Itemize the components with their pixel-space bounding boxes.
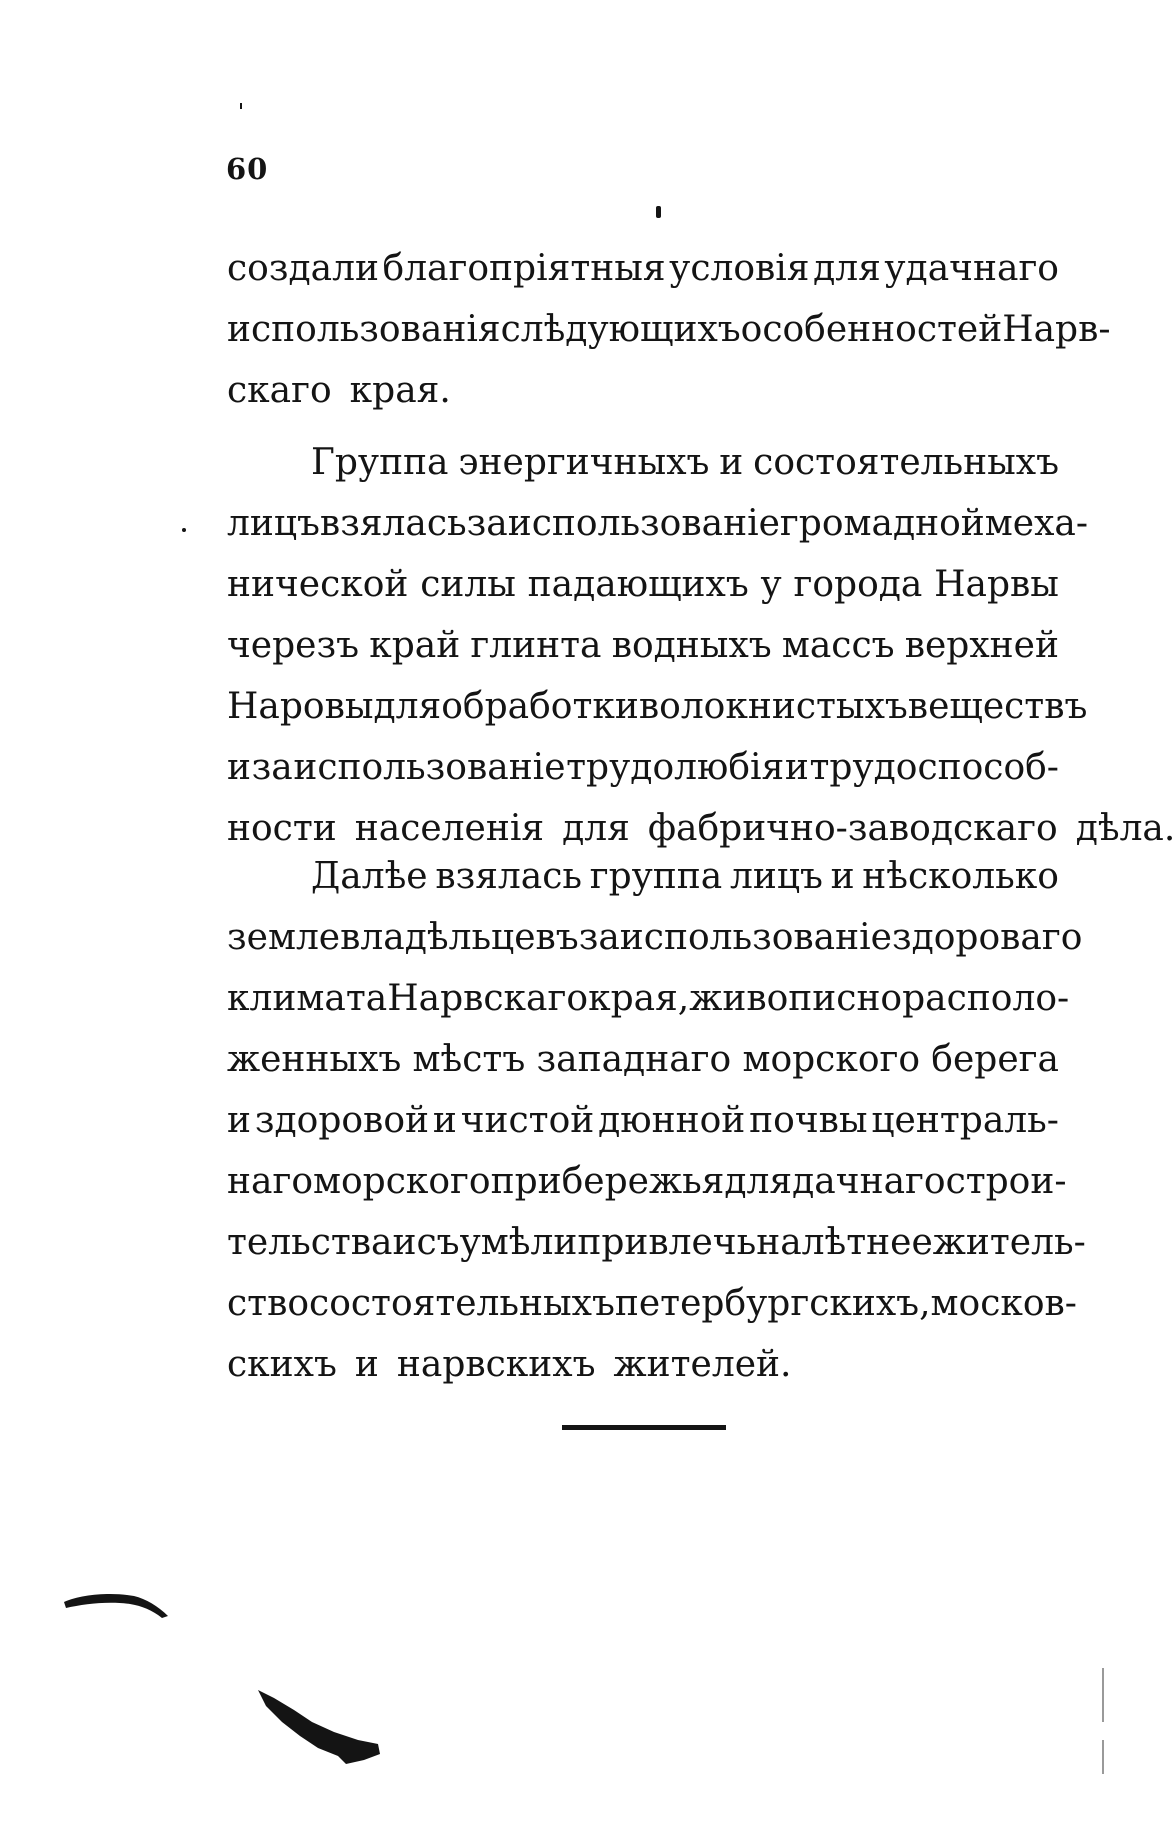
word: тельства xyxy=(227,1222,393,1263)
word: взялась xyxy=(319,503,467,544)
text-line xyxy=(227,493,1089,554)
word: Нарв- xyxy=(1002,309,1111,350)
text-line xyxy=(227,360,1059,421)
word: меха- xyxy=(984,503,1089,544)
word: лицъ xyxy=(227,503,320,544)
text-line xyxy=(227,907,1083,968)
ink-smudge xyxy=(62,1586,170,1620)
paragraph-3 xyxy=(227,846,1086,1395)
text-line xyxy=(227,737,1059,798)
word: нической xyxy=(227,564,409,605)
word: берега xyxy=(931,1039,1059,1080)
word: черезъ xyxy=(227,625,359,666)
word: и xyxy=(784,747,809,788)
text-line xyxy=(227,554,1059,615)
ink-speck xyxy=(182,528,186,532)
word: использованіе xyxy=(619,917,892,958)
text-line xyxy=(227,299,1111,360)
paragraph-1 xyxy=(227,238,1111,421)
word: удачнаго xyxy=(884,248,1059,289)
word: падающихъ xyxy=(527,564,749,605)
word: и xyxy=(432,1100,457,1141)
word: для xyxy=(724,1161,793,1202)
word: и xyxy=(719,442,744,483)
word: нѣсколько xyxy=(862,856,1059,897)
word: глинта xyxy=(470,625,602,666)
text-line xyxy=(227,1090,1059,1151)
word: состоятельныхъ xyxy=(309,1283,615,1324)
word: взялась xyxy=(435,856,583,897)
word: здоровой xyxy=(254,1100,429,1141)
word: использованія xyxy=(227,309,501,350)
word: землевладѣльцевъ xyxy=(227,917,579,958)
word: Наровы xyxy=(227,686,374,727)
word: города xyxy=(793,564,923,605)
word: и xyxy=(227,1100,251,1141)
word: морского xyxy=(742,1039,921,1080)
word: чистой xyxy=(460,1100,595,1141)
word: и xyxy=(392,1222,417,1263)
text-line xyxy=(227,1273,1077,1334)
text-line xyxy=(227,676,1088,737)
word: женныхъ xyxy=(227,1039,402,1080)
word: для xyxy=(813,248,881,289)
word: здороваго xyxy=(891,917,1083,958)
word: ности xyxy=(227,808,337,849)
word: москов- xyxy=(930,1283,1077,1324)
page-edge-mark xyxy=(1102,1740,1104,1774)
word: волокнистыхъ xyxy=(638,686,908,727)
word: водныхъ xyxy=(611,625,772,666)
word: лѣтнее xyxy=(801,1222,933,1263)
word: для xyxy=(562,808,630,849)
word: морского xyxy=(313,1161,491,1202)
ink-speck xyxy=(240,103,242,109)
word: края. xyxy=(349,370,451,411)
word: Далѣе xyxy=(311,856,428,897)
word: энергичныхъ xyxy=(458,442,710,483)
text-line xyxy=(227,1212,1086,1273)
text-line xyxy=(227,1334,1059,1395)
text-line xyxy=(227,615,1059,676)
word: за xyxy=(251,747,293,788)
paragraph-2 xyxy=(227,432,1175,859)
word: громадной xyxy=(779,503,985,544)
text-line xyxy=(227,432,1059,493)
word: силы xyxy=(420,564,516,605)
word: благопріятныя xyxy=(382,248,666,289)
word: житель- xyxy=(932,1222,1086,1263)
word: массъ xyxy=(781,625,895,666)
word: лицъ xyxy=(729,856,823,897)
page-number: 60 xyxy=(226,152,269,186)
word: группа xyxy=(589,856,723,897)
word: нарвскихъ xyxy=(396,1344,596,1385)
word: создали xyxy=(227,248,379,289)
word: у xyxy=(760,564,782,605)
word: Нарвы xyxy=(934,564,1059,605)
text-line xyxy=(227,238,1059,299)
word: за xyxy=(578,917,620,958)
word: использованіе xyxy=(293,747,566,788)
word: привлечь xyxy=(577,1222,757,1263)
word: климата xyxy=(227,978,388,1019)
word: состоятельныхъ xyxy=(753,442,1059,483)
text-line xyxy=(227,846,1059,907)
word: наго xyxy=(227,1161,313,1202)
word: верхней xyxy=(904,625,1059,666)
word: ство xyxy=(227,1283,310,1324)
word: и xyxy=(354,1344,379,1385)
word: прибережья xyxy=(490,1161,725,1202)
word: использованіе xyxy=(507,503,780,544)
word: населенія xyxy=(354,808,545,849)
word: западнаго xyxy=(536,1039,732,1080)
word: почвы xyxy=(749,1100,868,1141)
word: Нарвскаго xyxy=(387,978,589,1019)
text-line xyxy=(227,968,1070,1029)
text-line xyxy=(227,1029,1059,1090)
word: жителей. xyxy=(613,1344,792,1385)
text-line xyxy=(227,1151,1067,1212)
word: и xyxy=(830,856,855,897)
word: слѣдующихъ xyxy=(500,309,741,350)
word: за xyxy=(466,503,508,544)
word: Группа xyxy=(311,442,449,483)
word: для xyxy=(373,686,442,727)
word: и xyxy=(227,747,251,788)
word: условія xyxy=(669,248,810,289)
ink-speck xyxy=(656,206,661,218)
word: дюнной xyxy=(598,1100,746,1141)
word: трудолюбія xyxy=(566,747,785,788)
word: строи- xyxy=(945,1161,1067,1202)
ink-smudge xyxy=(254,1686,382,1766)
word: живописно xyxy=(689,978,903,1019)
word: дачнаго xyxy=(792,1161,946,1202)
word: скаго xyxy=(227,370,332,411)
word: располо- xyxy=(902,978,1070,1019)
word: на xyxy=(756,1222,802,1263)
word: петербургскихъ, xyxy=(614,1283,931,1324)
word: дѣла. xyxy=(1075,808,1175,849)
word: веществъ xyxy=(907,686,1088,727)
word: обработки xyxy=(441,686,639,727)
word: трудоспособ- xyxy=(809,747,1059,788)
word: особенностей xyxy=(740,309,1003,350)
word: скихъ xyxy=(227,1344,337,1385)
word: съумѣли xyxy=(416,1222,578,1263)
word: край xyxy=(369,625,461,666)
end-rule xyxy=(562,1425,726,1430)
word: края, xyxy=(588,978,690,1019)
word: фабрично-заводскаго xyxy=(647,808,1058,849)
word: мѣстъ xyxy=(412,1039,526,1080)
page-edge-mark xyxy=(1102,1668,1104,1722)
word: централь- xyxy=(871,1100,1059,1141)
